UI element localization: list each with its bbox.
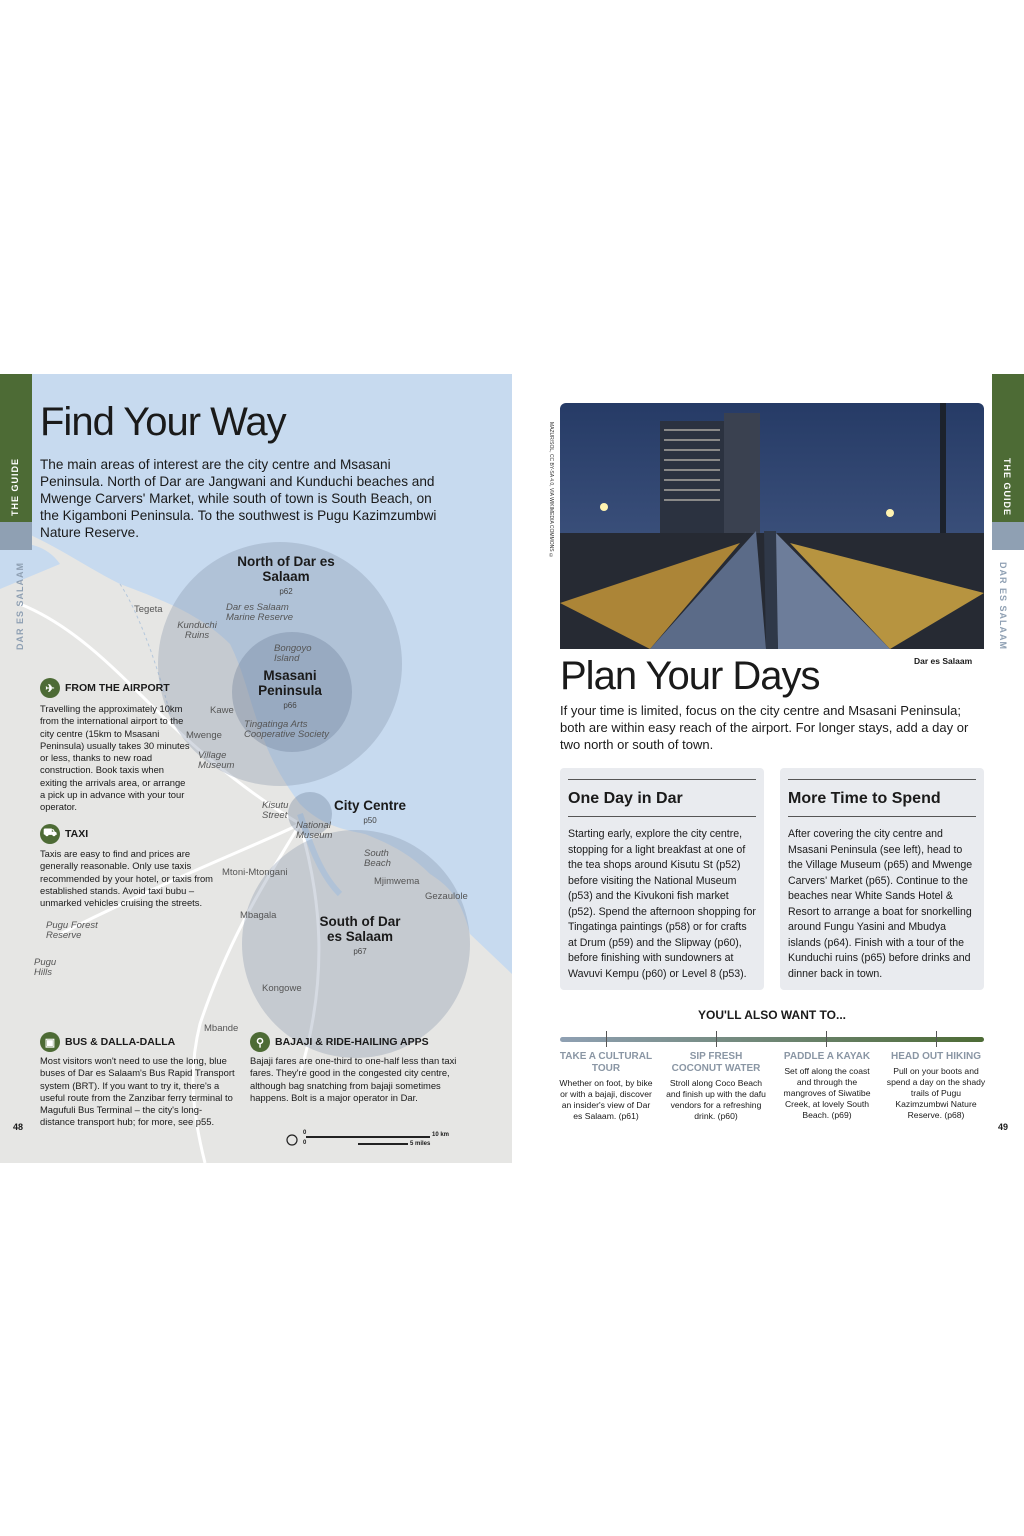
timeline-tick-2 — [716, 1031, 717, 1047]
taxi-heading — [40, 824, 220, 844]
place-gezaulole: Gezaulole — [425, 891, 468, 902]
one-day-text: Starting early, explore the city centre, stopping for a light breakfast at one of the tea shops around Kisutu St (p52) before visiting the National Museum (p53) and the Kivukoni fish market (p52). Spend the afternoon shopping for Tingatinga paintings (p58) or for crafts at Drum (p59) and the Slipway (p60), before finishing with sundowners at Wavuvi Kempu (p60) or Level 8 (p53). — [568, 828, 756, 980]
timeline-item — [886, 1051, 986, 1121]
place-mbande: Mbande — [204, 1023, 239, 1034]
timeline-tick-3 — [826, 1031, 827, 1047]
place-kawe: Kawe — [210, 705, 234, 716]
timeline-heading: HEAD OUT HIKING — [891, 1051, 981, 1062]
guide-tab-label: THE GUIDE — [10, 458, 20, 517]
guide-tab — [0, 374, 32, 522]
timeline-tick-1 — [606, 1031, 607, 1047]
region-south-name: South of Dar es Salaam — [319, 914, 401, 944]
left-page — [0, 374, 512, 1163]
taxi-text: Taxis are easy to find and prices are generally reasonable. Only use taxis recommended by your hotel, or taxis from established stands. Avoid taxi bubu – unmarked vehicles cruising the streets. — [40, 848, 213, 909]
guide-tab-right-label: THE GUIDE — [1002, 458, 1012, 517]
guide-tab-right — [992, 374, 1024, 522]
place-south-beach: South Beach — [364, 848, 391, 869]
place-village-museum: Village Museum — [198, 750, 235, 771]
taxi-heading-text: TAXI — [65, 828, 89, 840]
photo-credit: MAZUR/SOL, CC BY-SA 4.0, VIA WIKIMEDIA COMMONS © — [548, 422, 554, 559]
bus-heading-text: BUS & DALLA-DALLA — [65, 1036, 176, 1048]
place-kisutu: Kisutu Street — [262, 800, 289, 821]
section-tab-right — [992, 522, 1024, 550]
region-msasani-page: p66 — [283, 701, 297, 710]
timeline-tick-4 — [936, 1031, 937, 1047]
section-tab — [0, 522, 32, 550]
timeline-text: Set off along the coast and through the mangroves of Siwatibe Creek, at lovely South Beach. (p69) — [783, 1066, 871, 1120]
car-icon: ⛟ — [40, 824, 60, 844]
section-label: DAR ES SALAAM — [15, 562, 25, 651]
timeline-text: Whether on foot, by bike or with a bajaji, discover an insider's view of Dar es Salaam. (p61) — [559, 1078, 653, 1121]
timeline-heading: TAKE A CULTURAL TOUR — [559, 1051, 653, 1074]
scale-miles: 5 miles — [410, 1141, 431, 1147]
scale-zero-mi: 0 — [303, 1140, 307, 1146]
page-title: Find Your Way — [40, 400, 286, 444]
timeline-bar — [560, 1037, 984, 1042]
page-number-right: 49 — [998, 1122, 1009, 1132]
timeline-text: Stroll along Coco Beach and finish up with the dafu vendors for a refreshing drink. (p60) — [666, 1078, 766, 1121]
bike-icon: ⚲ — [250, 1032, 270, 1052]
region-north — [236, 554, 336, 599]
place-mwenge: Mwenge — [186, 730, 222, 741]
page-number-left: 48 — [13, 1122, 24, 1132]
city-photo — [560, 403, 984, 649]
timeline-item — [558, 1051, 654, 1122]
region-city-name: City Centre — [333, 798, 406, 813]
place-tingatinga: Tingatinga Arts Cooperative Society — [244, 719, 330, 740]
place-marine-reserve: Dar es Salaam Marine Reserve — [226, 602, 294, 623]
place-pugu-hills: Pugu Hills — [34, 957, 57, 978]
region-south-page: p67 — [353, 947, 367, 956]
plan-title: Plan Your Days — [560, 654, 820, 698]
bus-heading — [40, 1032, 236, 1052]
plane-icon: ✈ — [40, 678, 60, 698]
bajaji-heading — [250, 1032, 462, 1052]
place-mtoni: Mtoni-Mtongani — [222, 867, 288, 878]
place-pugu-forest: Pugu Forest Reserve — [46, 920, 98, 941]
region-city-page: p50 — [363, 816, 377, 825]
region-msasani-name: Msasani Peninsula — [258, 668, 322, 698]
bus-text: Most visitors won't need to use the long, blue buses of Dar es Salaam's Bus Rapid Transport system (BRT). If you want to try it, there's a useful route from the Zanzibar ferry terminal to Magufuli Bus Terminal – the city's long-distance transport hub; for more, see p55. — [40, 1055, 235, 1128]
region-north-page: p62 — [279, 587, 293, 596]
intro-text: The main areas of interest are the city centre and Msasani Peninsula. North of Dar are Jangwani and Kunduchi beaches and Mwenge Carvers' Market, while south of town is South Beach, on the Kigamboni Peninsula. To the southwest is Pugu Kazimzumbwi Nature Reserve. — [40, 457, 437, 540]
place-mjimwema: Mjimwema — [374, 876, 420, 887]
bus-block — [40, 1032, 236, 1129]
one-day-card — [560, 768, 764, 990]
taxi-block — [40, 824, 220, 909]
place-kunduchi: Kunduchi Ruins — [177, 620, 217, 641]
timeline-item — [664, 1051, 768, 1122]
scale-km: 10 km — [432, 1132, 450, 1138]
section-label-right: DAR ES SALAAM — [998, 562, 1008, 651]
photo-caption: Dar es Salaam — [914, 656, 973, 666]
plan-intro: If your time is limited, focus on the city centre and Msasani Peninsula; both are within easy reach of the airport. For longer stays, add a day or two north or south of town. — [560, 703, 969, 752]
region-south — [312, 914, 408, 959]
airport-heading — [40, 678, 190, 698]
one-day-heading: One Day in Dar — [568, 790, 683, 807]
airport-heading-text: FROM THE AIRPORT — [65, 682, 170, 694]
timeline-item — [778, 1051, 876, 1121]
region-msasani — [248, 668, 332, 713]
place-national-museum: National Museum — [296, 820, 333, 841]
bajaji-heading-text: BAJAJI & RIDE-HAILING APPS — [275, 1036, 429, 1048]
place-kongowe: Kongowe — [262, 983, 302, 994]
airport-block — [40, 678, 190, 814]
place-mbagala: Mbagala — [240, 910, 277, 921]
scale-zero-km: 0 — [303, 1130, 307, 1136]
timeline-text: Pull on your boots and spend a day on the shady trails of Pugu Kazimzumbwi Nature Reserve. (p68) — [886, 1066, 986, 1120]
airport-text: Travelling the approximately 10km from the international airport to the city centre (15km to Msasani Peninsula) usually takes 30 minutes or less, thanks to new road construction. Book taxis when exiting the arrivals area, or arrange a pick up in advance with your tour operator. — [40, 703, 190, 813]
bajaji-text: Bajaji fares are one-third to one-half less than taxi fares. They're good in the congested city centre, although bag snatching from bajaji sometimes happens. Bolt is a major operator in Dar. — [250, 1055, 457, 1103]
also-heading: YOU'LL ALSO WANT TO... — [698, 1008, 846, 1022]
place-tegeta: Tegeta — [134, 604, 163, 615]
more-time-text: After covering the city centre and Msasani Peninsula (see left), head to the Village Museum (p65) and Mwenge Carvers' Market (p65). Continue to the beaches near White Sands Hotel & Resort to arrange a boat for snorkelling around Fungu Yasini and Mbudya islands (p64). Finish with a tour of the Kunduchi ruins (p65) before drinks and dinner back in town. — [788, 828, 973, 980]
bus-icon: ▣ — [40, 1032, 60, 1052]
bajaji-block — [250, 1032, 462, 1104]
place-bongoyo: Bongoyo Island — [274, 643, 312, 664]
more-time-card — [780, 768, 984, 990]
more-time-heading: More Time to Spend — [788, 790, 941, 807]
region-north-name: North of Dar es Salaam — [237, 554, 335, 584]
timeline-heading: SIP FRESH COCONUT WATER — [671, 1051, 761, 1074]
region-city — [330, 798, 410, 828]
timeline-heading: PADDLE A KAYAK — [783, 1051, 871, 1062]
